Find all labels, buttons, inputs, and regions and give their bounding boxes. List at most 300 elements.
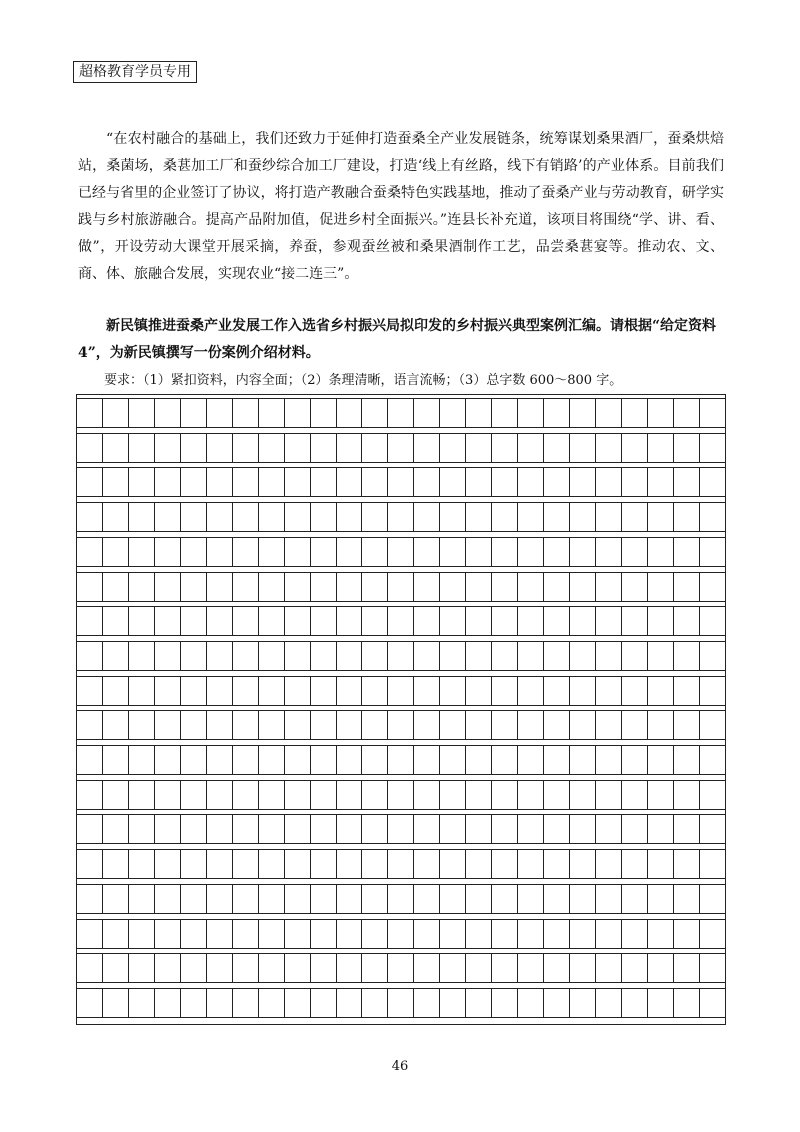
grid-cell[interactable]: [622, 885, 648, 913]
grid-cell[interactable]: [700, 885, 725, 913]
grid-cell[interactable]: [466, 746, 492, 774]
grid-cell[interactable]: [337, 607, 363, 635]
grid-cell[interactable]: [388, 885, 414, 913]
grid-cell[interactable]: [155, 815, 181, 843]
grid-cell[interactable]: [466, 503, 492, 531]
grid-cell[interactable]: [648, 781, 674, 809]
grid-cell[interactable]: [311, 989, 337, 1017]
grid-cell[interactable]: [518, 954, 544, 982]
grid-cell[interactable]: [700, 573, 725, 601]
grid-cell[interactable]: [311, 434, 337, 462]
grid-cell[interactable]: [674, 607, 700, 635]
grid-cell[interactable]: [596, 503, 622, 531]
grid-cell[interactable]: [207, 538, 233, 566]
grid-cell[interactable]: [337, 399, 363, 427]
grid-cell[interactable]: [414, 850, 440, 878]
grid-cell[interactable]: [622, 711, 648, 739]
grid-cell[interactable]: [622, 989, 648, 1017]
grid-cell[interactable]: [155, 920, 181, 948]
grid-cell[interactable]: [259, 538, 285, 566]
grid-cell[interactable]: [544, 573, 570, 601]
grid-cell[interactable]: [285, 850, 311, 878]
grid-cell[interactable]: [518, 642, 544, 670]
grid-cell[interactable]: [337, 781, 363, 809]
grid-cell[interactable]: [285, 573, 311, 601]
grid-cell[interactable]: [181, 468, 207, 496]
grid-cell[interactable]: [259, 920, 285, 948]
grid-cell[interactable]: [622, 781, 648, 809]
grid-cell[interactable]: [259, 607, 285, 635]
grid-cell[interactable]: [596, 989, 622, 1017]
grid-cell[interactable]: [155, 468, 181, 496]
grid-cell[interactable]: [103, 468, 129, 496]
grid-cell[interactable]: [337, 885, 363, 913]
grid-cell[interactable]: [518, 468, 544, 496]
grid-cell[interactable]: [259, 954, 285, 982]
grid-cell[interactable]: [129, 885, 155, 913]
grid-cell[interactable]: [440, 607, 466, 635]
grid-cell[interactable]: [337, 989, 363, 1017]
grid-cell[interactable]: [622, 954, 648, 982]
grid-cell[interactable]: [103, 503, 129, 531]
grid-cell[interactable]: [466, 468, 492, 496]
grid-cell[interactable]: [207, 711, 233, 739]
grid-cell[interactable]: [622, 607, 648, 635]
grid-cell[interactable]: [492, 885, 518, 913]
grid-cell[interactable]: [648, 850, 674, 878]
grid-cell[interactable]: [518, 989, 544, 1017]
grid-cell[interactable]: [129, 920, 155, 948]
grid-cell[interactable]: [207, 573, 233, 601]
grid-cell[interactable]: [388, 538, 414, 566]
grid-cell[interactable]: [285, 538, 311, 566]
grid-cell[interactable]: [570, 538, 596, 566]
grid-cell[interactable]: [285, 642, 311, 670]
grid-cell[interactable]: [103, 399, 129, 427]
grid-cell[interactable]: [388, 677, 414, 705]
grid-cell[interactable]: [337, 468, 363, 496]
grid-cell[interactable]: [337, 850, 363, 878]
grid-cell[interactable]: [233, 642, 259, 670]
grid-cell[interactable]: [700, 746, 725, 774]
grid-cell[interactable]: [414, 434, 440, 462]
grid-cell[interactable]: [207, 989, 233, 1017]
grid-cell[interactable]: [362, 711, 388, 739]
grid-cell[interactable]: [259, 677, 285, 705]
grid-cell[interactable]: [570, 885, 596, 913]
grid-cell[interactable]: [77, 781, 103, 809]
grid-cell[interactable]: [285, 989, 311, 1017]
grid-cell[interactable]: [492, 399, 518, 427]
grid-cell[interactable]: [388, 781, 414, 809]
grid-cell[interactable]: [622, 642, 648, 670]
grid-cell[interactable]: [492, 642, 518, 670]
grid-cell[interactable]: [259, 399, 285, 427]
grid-cell[interactable]: [440, 538, 466, 566]
grid-cell[interactable]: [103, 850, 129, 878]
grid-cell[interactable]: [466, 677, 492, 705]
grid-cell[interactable]: [466, 711, 492, 739]
grid-cell[interactable]: [518, 677, 544, 705]
grid-cell[interactable]: [129, 850, 155, 878]
grid-cell[interactable]: [700, 607, 725, 635]
grid-cell[interactable]: [129, 607, 155, 635]
grid-cell[interactable]: [414, 677, 440, 705]
grid-cell[interactable]: [388, 711, 414, 739]
grid-cell[interactable]: [77, 503, 103, 531]
grid-cell[interactable]: [233, 434, 259, 462]
grid-cell[interactable]: [518, 573, 544, 601]
grid-cell[interactable]: [700, 434, 725, 462]
grid-cell[interactable]: [466, 607, 492, 635]
grid-cell[interactable]: [259, 468, 285, 496]
grid-cell[interactable]: [700, 920, 725, 948]
grid-cell[interactable]: [129, 781, 155, 809]
grid-cell[interactable]: [181, 538, 207, 566]
grid-cell[interactable]: [388, 468, 414, 496]
grid-cell[interactable]: [544, 503, 570, 531]
grid-cell[interactable]: [700, 711, 725, 739]
grid-cell[interactable]: [674, 573, 700, 601]
grid-cell[interactable]: [674, 885, 700, 913]
grid-cell[interactable]: [155, 573, 181, 601]
grid-cell[interactable]: [362, 815, 388, 843]
grid-cell[interactable]: [492, 850, 518, 878]
grid-cell[interactable]: [674, 781, 700, 809]
grid-cell[interactable]: [181, 434, 207, 462]
grid-cell[interactable]: [570, 503, 596, 531]
grid-cell[interactable]: [285, 711, 311, 739]
grid-cell[interactable]: [285, 746, 311, 774]
grid-cell[interactable]: [233, 954, 259, 982]
grid-cell[interactable]: [518, 399, 544, 427]
grid-cell[interactable]: [207, 468, 233, 496]
grid-cell[interactable]: [622, 538, 648, 566]
grid-cell[interactable]: [103, 538, 129, 566]
grid-cell[interactable]: [259, 711, 285, 739]
grid-cell[interactable]: [440, 815, 466, 843]
grid-cell[interactable]: [285, 954, 311, 982]
grid-cell[interactable]: [311, 815, 337, 843]
grid-cell[interactable]: [544, 781, 570, 809]
grid-cell[interactable]: [207, 677, 233, 705]
grid-cell[interactable]: [544, 642, 570, 670]
grid-cell[interactable]: [674, 677, 700, 705]
grid-cell[interactable]: [622, 573, 648, 601]
grid-cell[interactable]: [596, 468, 622, 496]
grid-cell[interactable]: [77, 677, 103, 705]
grid-cell[interactable]: [362, 781, 388, 809]
grid-cell[interactable]: [103, 954, 129, 982]
grid-cell[interactable]: [544, 711, 570, 739]
grid-cell[interactable]: [181, 885, 207, 913]
grid-cell[interactable]: [570, 468, 596, 496]
grid-cell[interactable]: [648, 538, 674, 566]
grid-cell[interactable]: [259, 503, 285, 531]
grid-cell[interactable]: [103, 434, 129, 462]
grid-cell[interactable]: [311, 503, 337, 531]
grid-cell[interactable]: [362, 642, 388, 670]
grid-cell[interactable]: [492, 573, 518, 601]
grid-cell[interactable]: [362, 850, 388, 878]
grid-cell[interactable]: [622, 434, 648, 462]
grid-cell[interactable]: [466, 850, 492, 878]
grid-cell[interactable]: [492, 434, 518, 462]
grid-cell[interactable]: [233, 781, 259, 809]
grid-cell[interactable]: [103, 781, 129, 809]
grid-cell[interactable]: [518, 434, 544, 462]
grid-cell[interactable]: [440, 677, 466, 705]
grid-cell[interactable]: [77, 711, 103, 739]
grid-cell[interactable]: [466, 573, 492, 601]
grid-cell[interactable]: [596, 954, 622, 982]
grid-cell[interactable]: [337, 746, 363, 774]
grid-cell[interactable]: [77, 468, 103, 496]
grid-cell[interactable]: [674, 538, 700, 566]
grid-cell[interactable]: [674, 711, 700, 739]
grid-cell[interactable]: [233, 711, 259, 739]
grid-cell[interactable]: [492, 920, 518, 948]
grid-cell[interactable]: [233, 538, 259, 566]
grid-cell[interactable]: [440, 573, 466, 601]
grid-cell[interactable]: [233, 503, 259, 531]
grid-cell[interactable]: [285, 781, 311, 809]
grid-cell[interactable]: [233, 399, 259, 427]
grid-cell[interactable]: [622, 920, 648, 948]
grid-cell[interactable]: [674, 815, 700, 843]
grid-cell[interactable]: [414, 642, 440, 670]
grid-cell[interactable]: [155, 677, 181, 705]
grid-cell[interactable]: [285, 885, 311, 913]
grid-cell[interactable]: [674, 920, 700, 948]
grid-cell[interactable]: [700, 503, 725, 531]
grid-cell[interactable]: [155, 434, 181, 462]
grid-cell[interactable]: [648, 434, 674, 462]
grid-cell[interactable]: [337, 642, 363, 670]
grid-cell[interactable]: [544, 434, 570, 462]
grid-cell[interactable]: [414, 781, 440, 809]
grid-cell[interactable]: [440, 850, 466, 878]
grid-cell[interactable]: [337, 677, 363, 705]
grid-cell[interactable]: [259, 815, 285, 843]
grid-cell[interactable]: [648, 885, 674, 913]
grid-cell[interactable]: [285, 503, 311, 531]
grid-cell[interactable]: [622, 468, 648, 496]
grid-cell[interactable]: [440, 781, 466, 809]
grid-cell[interactable]: [440, 885, 466, 913]
grid-cell[interactable]: [207, 920, 233, 948]
grid-cell[interactable]: [492, 746, 518, 774]
grid-cell[interactable]: [596, 815, 622, 843]
grid-cell[interactable]: [648, 503, 674, 531]
grid-cell[interactable]: [207, 503, 233, 531]
grid-cell[interactable]: [311, 954, 337, 982]
grid-cell[interactable]: [155, 885, 181, 913]
grid-cell[interactable]: [518, 746, 544, 774]
grid-cell[interactable]: [362, 468, 388, 496]
grid-cell[interactable]: [155, 607, 181, 635]
grid-cell[interactable]: [103, 573, 129, 601]
grid-cell[interactable]: [492, 538, 518, 566]
grid-cell[interactable]: [674, 468, 700, 496]
grid-cell[interactable]: [440, 642, 466, 670]
grid-cell[interactable]: [596, 607, 622, 635]
grid-cell[interactable]: [414, 989, 440, 1017]
grid-cell[interactable]: [544, 468, 570, 496]
grid-cell[interactable]: [492, 954, 518, 982]
grid-cell[interactable]: [544, 920, 570, 948]
grid-cell[interactable]: [648, 989, 674, 1017]
grid-cell[interactable]: [77, 573, 103, 601]
grid-cell[interactable]: [77, 954, 103, 982]
grid-cell[interactable]: [233, 573, 259, 601]
grid-cell[interactable]: [311, 711, 337, 739]
grid-cell[interactable]: [207, 434, 233, 462]
grid-cell[interactable]: [648, 711, 674, 739]
grid-cell[interactable]: [544, 538, 570, 566]
grid-cell[interactable]: [77, 989, 103, 1017]
grid-cell[interactable]: [622, 815, 648, 843]
grid-cell[interactable]: [311, 573, 337, 601]
grid-cell[interactable]: [103, 815, 129, 843]
grid-cell[interactable]: [77, 642, 103, 670]
grid-cell[interactable]: [544, 746, 570, 774]
grid-cell[interactable]: [700, 538, 725, 566]
grid-cell[interactable]: [674, 989, 700, 1017]
grid-cell[interactable]: [337, 815, 363, 843]
grid-cell[interactable]: [700, 850, 725, 878]
grid-cell[interactable]: [700, 815, 725, 843]
grid-cell[interactable]: [77, 746, 103, 774]
grid-cell[interactable]: [337, 503, 363, 531]
grid-cell[interactable]: [155, 746, 181, 774]
grid-cell[interactable]: [414, 815, 440, 843]
grid-cell[interactable]: [337, 711, 363, 739]
grid-cell[interactable]: [77, 850, 103, 878]
grid-cell[interactable]: [259, 573, 285, 601]
grid-cell[interactable]: [337, 538, 363, 566]
grid-cell[interactable]: [674, 642, 700, 670]
grid-cell[interactable]: [77, 434, 103, 462]
grid-cell[interactable]: [181, 989, 207, 1017]
grid-cell[interactable]: [233, 815, 259, 843]
grid-cell[interactable]: [492, 711, 518, 739]
grid-cell[interactable]: [285, 815, 311, 843]
grid-cell[interactable]: [311, 538, 337, 566]
grid-cell[interactable]: [181, 607, 207, 635]
grid-cell[interactable]: [103, 885, 129, 913]
grid-cell[interactable]: [77, 399, 103, 427]
grid-cell[interactable]: [596, 781, 622, 809]
grid-cell[interactable]: [103, 746, 129, 774]
grid-cell[interactable]: [337, 573, 363, 601]
grid-cell[interactable]: [207, 885, 233, 913]
grid-cell[interactable]: [181, 954, 207, 982]
grid-cell[interactable]: [648, 815, 674, 843]
grid-cell[interactable]: [518, 885, 544, 913]
grid-cell[interactable]: [337, 920, 363, 948]
grid-cell[interactable]: [362, 989, 388, 1017]
grid-cell[interactable]: [311, 850, 337, 878]
grid-cell[interactable]: [129, 399, 155, 427]
grid-cell[interactable]: [518, 538, 544, 566]
grid-cell[interactable]: [129, 746, 155, 774]
grid-cell[interactable]: [518, 503, 544, 531]
grid-cell[interactable]: [311, 399, 337, 427]
grid-cell[interactable]: [129, 573, 155, 601]
grid-cell[interactable]: [155, 989, 181, 1017]
grid-cell[interactable]: [233, 989, 259, 1017]
grid-cell[interactable]: [570, 746, 596, 774]
answer-grid[interactable]: [76, 394, 726, 1025]
grid-cell[interactable]: [388, 573, 414, 601]
grid-cell[interactable]: [233, 677, 259, 705]
grid-cell[interactable]: [77, 920, 103, 948]
grid-cell[interactable]: [129, 642, 155, 670]
grid-cell[interactable]: [207, 954, 233, 982]
grid-cell[interactable]: [492, 503, 518, 531]
grid-cell[interactable]: [492, 607, 518, 635]
grid-cell[interactable]: [77, 538, 103, 566]
grid-cell[interactable]: [648, 954, 674, 982]
grid-cell[interactable]: [233, 468, 259, 496]
grid-cell[interactable]: [466, 538, 492, 566]
grid-cell[interactable]: [466, 954, 492, 982]
grid-cell[interactable]: [155, 850, 181, 878]
grid-cell[interactable]: [544, 885, 570, 913]
grid-cell[interactable]: [570, 954, 596, 982]
grid-cell[interactable]: [285, 677, 311, 705]
grid-cell[interactable]: [155, 399, 181, 427]
grid-cell[interactable]: [440, 746, 466, 774]
grid-cell[interactable]: [596, 677, 622, 705]
grid-cell[interactable]: [466, 781, 492, 809]
grid-cell[interactable]: [259, 746, 285, 774]
grid-cell[interactable]: [492, 677, 518, 705]
grid-cell[interactable]: [259, 850, 285, 878]
grid-cell[interactable]: [181, 850, 207, 878]
grid-cell[interactable]: [181, 677, 207, 705]
grid-cell[interactable]: [362, 677, 388, 705]
grid-cell[interactable]: [259, 989, 285, 1017]
grid-cell[interactable]: [492, 468, 518, 496]
grid-cell[interactable]: [285, 434, 311, 462]
grid-cell[interactable]: [518, 850, 544, 878]
grid-cell[interactable]: [648, 746, 674, 774]
grid-cell[interactable]: [311, 468, 337, 496]
grid-cell[interactable]: [155, 538, 181, 566]
grid-cell[interactable]: [622, 677, 648, 705]
grid-cell[interactable]: [103, 607, 129, 635]
grid-cell[interactable]: [181, 746, 207, 774]
grid-cell[interactable]: [388, 815, 414, 843]
grid-cell[interactable]: [544, 677, 570, 705]
grid-cell[interactable]: [181, 503, 207, 531]
grid-cell[interactable]: [129, 815, 155, 843]
grid-cell[interactable]: [570, 920, 596, 948]
grid-cell[interactable]: [233, 885, 259, 913]
grid-cell[interactable]: [414, 399, 440, 427]
grid-cell[interactable]: [362, 538, 388, 566]
grid-cell[interactable]: [207, 781, 233, 809]
grid-cell[interactable]: [259, 642, 285, 670]
grid-cell[interactable]: [77, 885, 103, 913]
grid-cell[interactable]: [311, 920, 337, 948]
grid-cell[interactable]: [570, 989, 596, 1017]
grid-cell[interactable]: [259, 781, 285, 809]
grid-cell[interactable]: [518, 607, 544, 635]
grid-cell[interactable]: [466, 815, 492, 843]
